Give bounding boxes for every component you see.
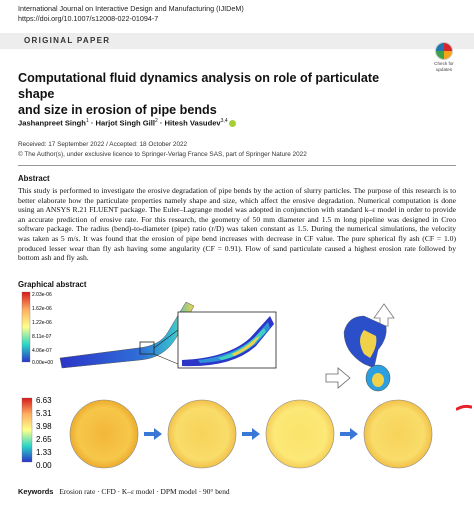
author-list: Jashanpreet Singh$^1$ · Harjot Singh Gill$^2$ · Hitesh Vasudev$^{3,4}$ [18, 118, 236, 128]
red-highlight-mark [456, 402, 472, 412]
article-type-label: ORIGINAL PAPER [24, 36, 111, 45]
copyright-notice: © The Author(s), under exclusive licence to Springer-Verlag France SAS, part of Springer Nature 2022 [18, 151, 307, 158]
check-updates-line2: updates [435, 67, 453, 72]
section-divider [18, 165, 456, 166]
small-legend-tick: 1.22e-06 [32, 320, 52, 326]
keywords-line [18, 487, 230, 496]
arrow-icon [242, 428, 260, 440]
big-legend-tick: 0.00 [36, 461, 52, 470]
arrow-icon [144, 428, 162, 440]
author-affiliation: 3,4 [220, 118, 228, 124]
keywords-label: Keywords [18, 487, 54, 496]
big-legend-tick: 2.65 [36, 435, 52, 444]
big-colorbar [22, 396, 52, 470]
erosion-disc-1 [70, 400, 138, 468]
paper-title [18, 70, 418, 118]
section-end-hotspot [372, 373, 384, 387]
zoom-connector [154, 354, 178, 364]
big-legend-tick: 6.63 [36, 396, 52, 405]
graphical-abstract-figure [18, 290, 458, 470]
keywords-text: Erosion rate · CFD · K–ε model · DPM model · 90° bend [59, 487, 230, 496]
check-updates-line1: Check for [434, 61, 454, 66]
big-legend-tick: 3.98 [36, 422, 52, 431]
small-legend-tick: 1.62e-06 [32, 306, 52, 312]
big-legend-tick: 1.33 [36, 448, 52, 457]
abstract-heading: Abstract [18, 174, 50, 183]
doi-link[interactable]: https://doi.org/10.1007/s12008-022-01094-7 [18, 14, 159, 23]
check-updates-icon [435, 42, 453, 60]
section-arrow-icon [326, 368, 350, 388]
pipe-bend-contour [60, 302, 194, 368]
author-affiliation: 1 [85, 118, 89, 124]
author-affiliation: 2 [154, 118, 158, 124]
small-legend-tick: 0.00e+00 [32, 360, 53, 366]
arrow-icon [340, 428, 358, 440]
erosion-disc-3 [266, 400, 334, 468]
paper-title-line1: Computational fluid dynamics analysis on role of particulate shape [18, 71, 380, 101]
received-accepted-dates: Received: 17 September 2022 / Accepted: 18 October 2022 [18, 141, 188, 148]
small-legend-tick: 8.11e-07 [32, 334, 52, 340]
author-name[interactable]: Jashanpreet Singh [18, 118, 86, 128]
graphical-abstract-heading: Graphical abstract [18, 280, 87, 289]
author-name[interactable]: Hitesh Vasudev [164, 118, 221, 128]
orcid-icon[interactable] [229, 120, 236, 127]
zoomed-bend-inset [178, 312, 276, 368]
paper-title-line2: and size in erosion of pipe bends [18, 103, 217, 117]
small-colorbar [22, 292, 53, 366]
big-legend-tick: 5.31 [36, 409, 52, 418]
journal-name: International Journal on Interactive Design and Manufacturing (IJIDeM) [18, 4, 244, 13]
small-legend-tick: 2.03e-06 [32, 292, 52, 298]
check-for-updates-badge[interactable] [430, 42, 458, 72]
erosion-disc-4 [364, 400, 432, 468]
author-name[interactable]: Harjot Singh Gill [95, 118, 155, 128]
article-type-band [0, 33, 474, 49]
erosion-disc-2 [168, 400, 236, 468]
small-legend-tick: 4.06e-07 [32, 348, 52, 354]
abstract-text: This study is performed to investigate the erosive degradation of pipe bends by the action of slurry particles. The purpose of this research is to better elaborate how the particulate properties namely shape and size, which affect the erosive degradation. Numerical computation is done using an ANSYS R.21 FLUENT package. The Euler–Lagrange model was adopted in conjunction with standard k–ε model in order to provide an accurate prediction of erosive rate. For this research, the geometry of 50 mm diameter and 1.5 m long pipeline was designed in Creo software package. The radius (bend)-to-diameter (pipe) ratio (r/D) was taken constant as 1.5. During the numerical simulations, the velocity was taken as 5 m/s. It was found that the erosion of pipe bend increases with decrease in CF value. The pure spherical fly ash (CF = 1.0) produced lesser wear than fly ash having some angularity (CF = 0.91). Flow of sand particulate caused a highest erosion rate followed by bottom ash and fly ash. [18, 186, 456, 263]
